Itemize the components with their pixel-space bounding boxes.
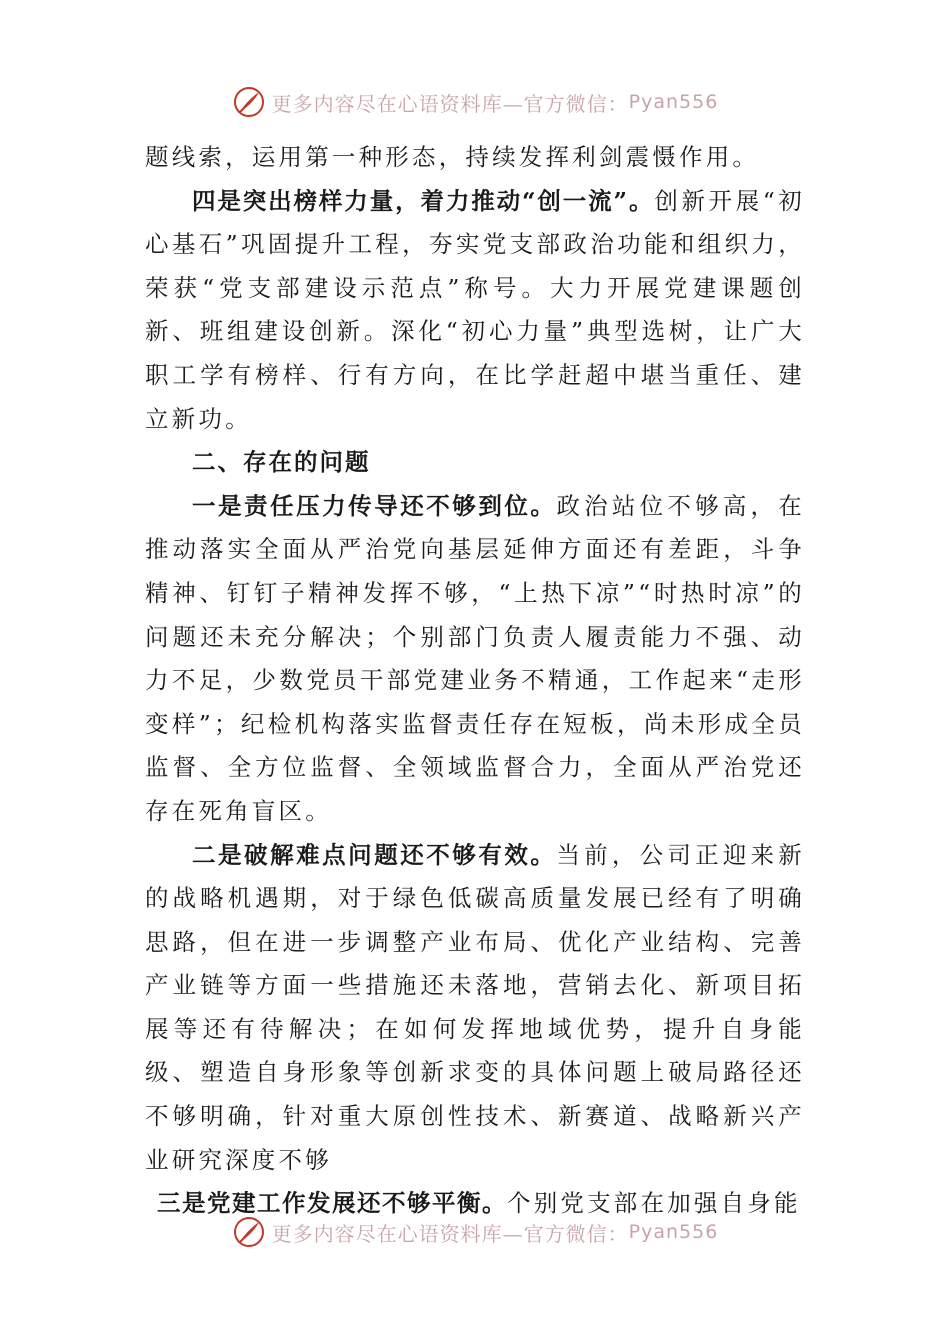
- paragraph-text: 创新开展“初心基石”巩固提升工程，夯实党支部政治功能和组织力，荣获“党支部建设示范点”称号。大力开展党建课题创新、班组建设创新。深化“初心力量”典型选树，让广大职工学有榜样、行有方向，在比学赶超中堪当重任、建立新功。: [145, 186, 805, 433]
- paragraph-lead: 四是突出榜样力量，着力推动“创一流”。: [192, 186, 655, 215]
- paragraph-difficulties: [145, 834, 805, 1183]
- paragraph-lead: 二是破解难点问题还不够有效。: [192, 840, 557, 869]
- paragraph-role-models: [145, 180, 805, 442]
- paragraph-lead: 一是责任压力传导还不够到位。: [192, 491, 557, 520]
- paragraph-text: 政治站位不够高，在推动落实全面从严治党向基层延伸方面还有差距，斗争精神、钉钉子精神发挥不够，“上热下凉”“时热时凉”的问题还未充分解决；个别部门负责人履责能力不强、动力不足，少数党员干部党建业务不精通，工作起来“走形变样”；纪检机构落实监督责任存在短板，尚未形成全员监督、全方位监督、全领域监督合力，全面从严治党还存在死角盲区。: [145, 491, 805, 825]
- wechat-id: Pyan556: [628, 1221, 719, 1243]
- watermark-banner-top: [0, 82, 950, 122]
- wechat-id: Pyan556: [628, 91, 719, 113]
- banner-text: 更多内容尽在心语资料库—官方微信：: [271, 91, 629, 116]
- paragraph-lead: 三是党建工作发展还不够平衡。: [157, 1189, 507, 1218]
- feather-pen-logo-icon: [232, 1215, 266, 1249]
- section-heading: 二、存在的问题: [192, 448, 371, 477]
- paragraph-text: 个别党支部在加强自身能: [507, 1189, 801, 1218]
- watermark-banner-bottom: [0, 1212, 950, 1252]
- document-body: [145, 136, 805, 1226]
- paragraph-text: 当前，公司正迎来新的战略机遇期，对于绿色低碳高质量发展已经有了明确思路，但在进一步调整产业布局、优化产业结构、完善产业链等方面一些措施还未落地，营销去化、新项目拓展等还有待解决；在如何发挥地域优势，提升自身能级、塑造自身形象等创新求变的具体问题上破局路径还不够明确，针对重大原创性技术、新赛道、战略新兴产业研究深度不够: [145, 840, 805, 1174]
- feather-pen-logo-icon: [232, 85, 266, 119]
- banner-text: 更多内容尽在心语资料库—官方微信：: [271, 1221, 629, 1246]
- paragraph-responsibility: [145, 485, 805, 834]
- paragraph-continued: 题线索，运用第一种形态，持续发挥利剑震慑作用。: [145, 143, 760, 171]
